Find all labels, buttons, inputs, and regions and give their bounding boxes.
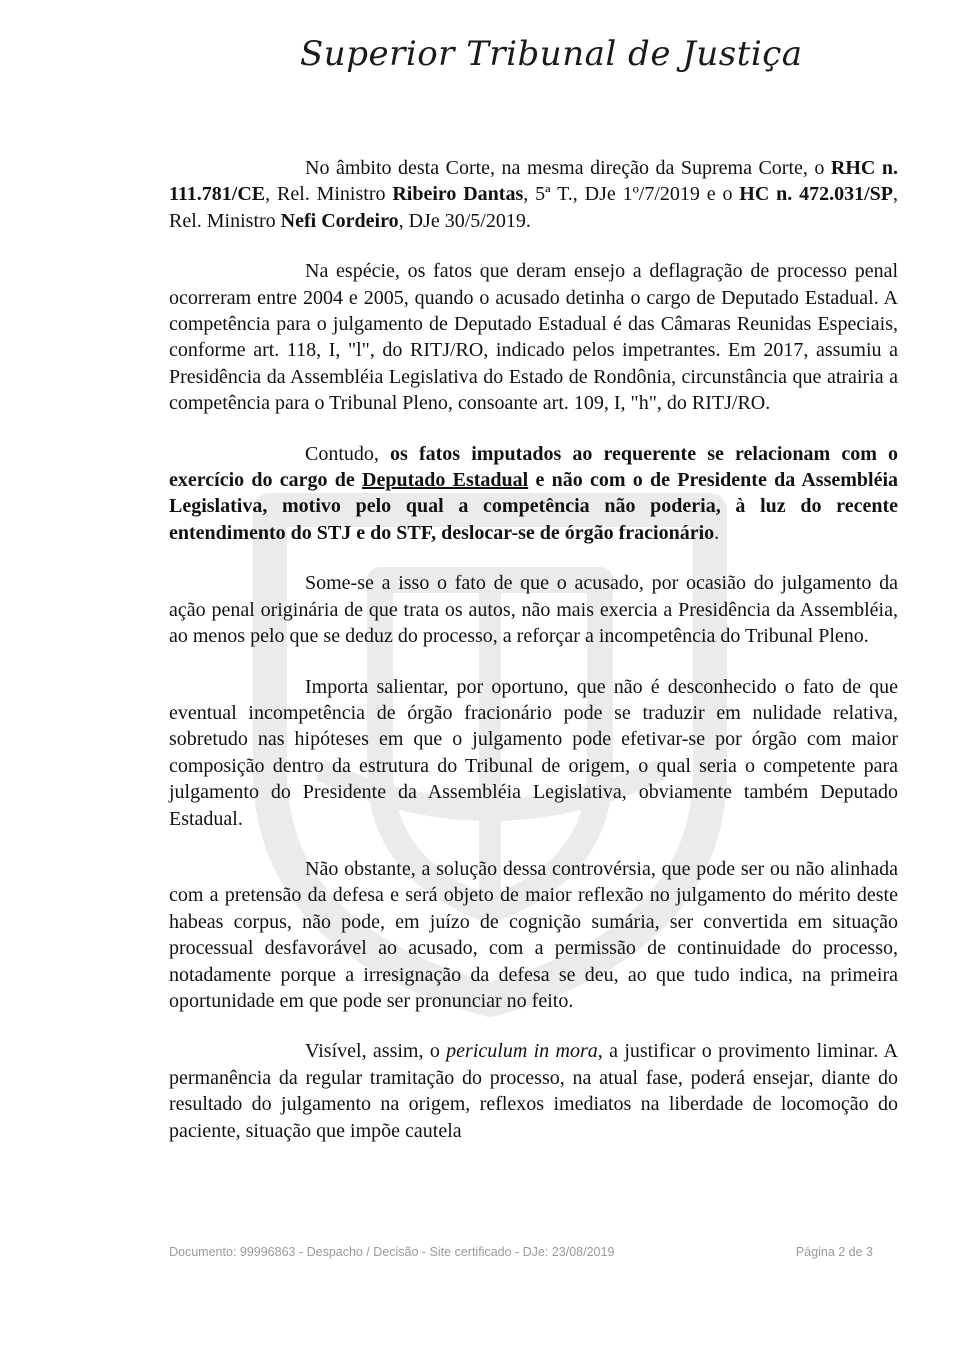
paragraph-1-text-d: , Rel. Ministro <box>169 183 898 232</box>
paragraph-2: Na espécie, os fatos que deram ensejo a deflagração de processo penal ocorreram entre 2004 e 2005, quando o acusado detinha o cargo de Deputado Estadual. A competência para o julgamento de Deputado Estadual é das Câmaras Reunidas Especiais, conforme art. 118, I, "l", do RITJ/RO, indicado pelos impetrantes. Em 2017, assumiu a Presidência da Assembléia Legislativa do Estado de Rondônia, circunstância que atrairia a competência para o Tribunal Pleno, consoante art. 109, I, "h", do RITJ/RO. <box>169 260 898 415</box>
minister-name-ribeiro-dantas: Ribeiro Dantas <box>392 183 524 206</box>
paragraph-1 <box>169 155 898 234</box>
paragraph-1-text-e: , DJe 30/5/2019. <box>398 209 531 232</box>
paragraph-4: Some-se a isso o fato de que o acusado, por ocasião do julgamento da ação penal originária de que trata os autos, não mais exercia a Presidência da Assembléia, ao menos pelo que se deduz do processo, a reforçar a incompetência do Tribunal Pleno. <box>169 572 898 648</box>
paragraph-6: Não obstante, a solução dessa controvérsia, que pode ser ou não alinhada com a pretensão da defesa e será objeto de maior reflexão no julgamento do mérito deste habeas corpus, não pode, em juízo de cognição sumária, ser convertida em situação processual desfavorável ao acusado, com a permissão de continuidade do processo, notadamente porque a irresignação da defesa se deu, ao que tudo indica, na primeira oportunidade em que pode ser pronunciar no feito. <box>169 857 898 1012</box>
paragraph-7-italic: periculum in mora <box>446 1040 598 1063</box>
paragraph-5: Importa salientar, por oportuno, que não é desconhecido o fato de que eventual incompetência de órgão fracionário pode se traduzir em nulidade relativa, sobretudo nas hipóteses em que o julgamento pode efetivar-se por órgão com maior composição dentro da estrutura do Tribunal de origem, o qual seria o competente para julgamento do Presidente da Assembléia Legislativa, obviamente também Deputado Estadual. <box>169 675 898 830</box>
paragraph-7-text-b: , a justificar o provimento liminar. A permanência da regular tramitação do processo, na atual fase, poderá ensejar, diante do resultado do julgamento na origem, reflexos imediatos na liberdade de locomoção do paciente, situação que impõe cautela <box>169 1040 898 1142</box>
minister-name-nefi-cordeiro: Nefi Cordeiro <box>280 209 399 232</box>
paragraph-3-bold-a: os fatos imputados ao requerente se relacionam com o exercício do cargo de <box>169 442 898 492</box>
paragraph-3-underlined: Deputado Estadual <box>362 469 529 492</box>
footer-page-number: Página 2 de 3 <box>795 1245 873 1259</box>
paragraph-1-text-b: , Rel. Ministro <box>265 183 393 206</box>
footer-document-info: Documento: 99996863 - Despacho / Decisão - Site certificado - DJe: 23/08/2019 <box>169 1245 615 1259</box>
paragraph-3-text-a: Contudo, <box>305 442 391 465</box>
paragraph-1-text-c: , 5ª T., DJe 1º/7/2019 e o <box>523 183 740 206</box>
paragraph-1-text-a: No âmbito desta Corte, na mesma direção da Suprema Corte, o <box>305 157 831 179</box>
paragraph-7-text-a: Visível, assim, o <box>305 1040 447 1063</box>
case-reference-hc: HC n. 472.031/SP <box>739 183 893 206</box>
paragraph-3-text-b: . <box>714 521 720 544</box>
case-reference-rhc: RHC n. 111.781/CE <box>169 157 898 206</box>
paragraph-3-bold-b: e não com o de Presidente da Assembléia Legislativa, motivo pelo qual a competência não poderia, à luz do recente entendimento do STJ e do STF, deslocar-se de órgão fracionário <box>169 469 899 544</box>
court-header-title: Superior Tribunal de Justiça <box>300 34 803 74</box>
paragraph-3 <box>169 441 898 547</box>
paragraph-7 <box>169 1038 898 1144</box>
document-body <box>169 155 898 1168</box>
